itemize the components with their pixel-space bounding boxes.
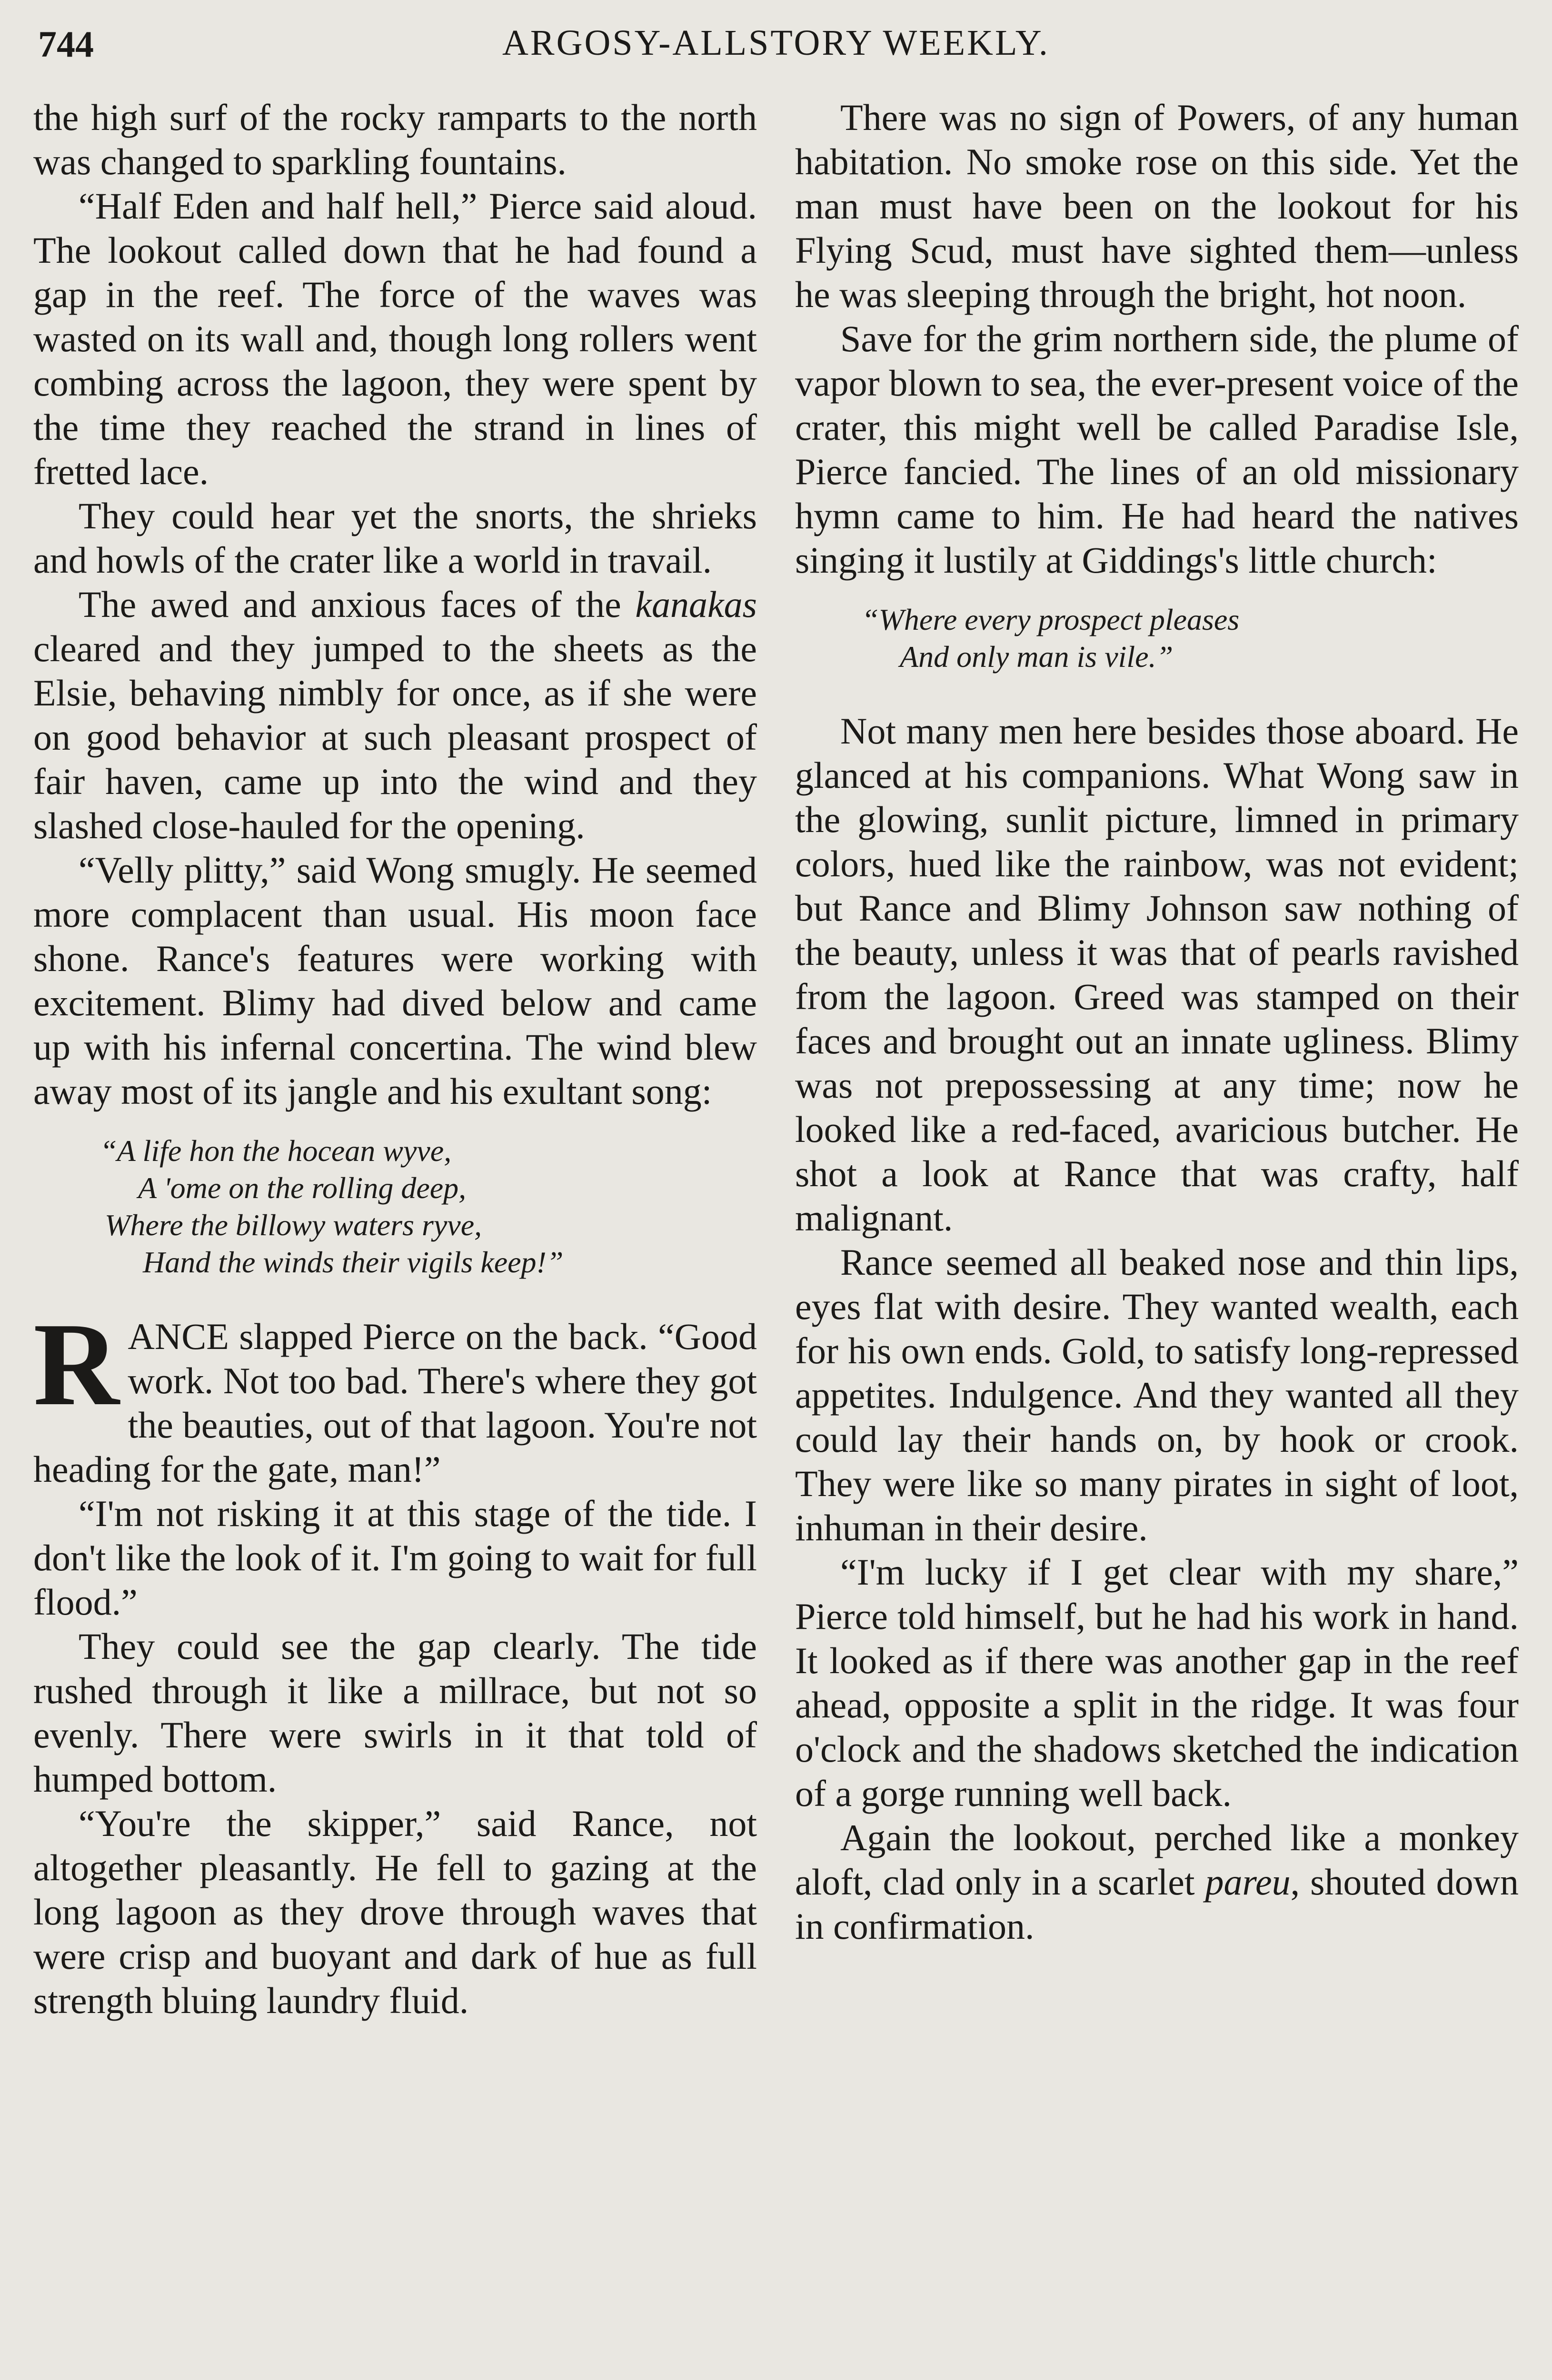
page-header [38,14,1514,71]
italic-word: kanakas [635,584,757,625]
verse-line: A 'ome on the rolling deep, [138,1171,467,1205]
hymn-verse [795,601,1519,675]
left-column [33,95,757,2023]
verse-line: “Where every prospect pleases [862,603,1240,636]
verse-line: “A life hon the hocean wyve, [100,1134,452,1168]
text-run: Again the lookout, perched like a monkey aloft, clad only in a scarlet [795,1817,1519,1903]
paragraph: Rance seemed all beaked nose and thin lips, eyes flat with desire. They wanted wealth, each for his own ends. Gold, to satisfy long-repressed appetites. Indulgence. And they wanted all they could lay their hands on, by hook or crook. They were like so many pirates in sight of loot, inhuman in their desire. [795,1241,1519,1548]
paragraph: Not many men here besides those aboard. He glanced at his companions. What Wong saw in the glowing, sunlit picture, limned in primary colors, hued like the rainbow, was not evident; but Rance and Blimy Johnson saw nothing of the beauty, unless it was that of pearls ravished from the lagoon. Greed was stamped on their faces and brought out an innate ugliness. Blimy was not prepossessing at any time; now he looked like a red-faced, avaricious butcher. He shot a look at Rance that was crafty, half malignant. [795,710,1519,1239]
song-verse [33,1132,757,1281]
paragraph: “I'm not risking it at this stage of the tide. I don't like the look of it. I'm going to wait for full flood.” [33,1493,757,1623]
paragraph [33,582,757,848]
right-column [795,95,1519,1948]
drop-cap: R [33,1299,119,1430]
text-run: ANCE slapped Pierce on the back. “Good work. Not too bad. There's where they got the beauties, out of that lagoon. You're not heading for the gate, man!” [33,1316,757,1490]
paragraph: “Half Eden and half hell,” Pierce said aloud. The lookout called down that he had found a gap in the reef. The force of the waves was wasted on its wall and, though long rollers went combing across the lagoon, they were spent by the time they reached the strand in lines of fretted lace. [33,185,757,492]
italic-word: pareu [1205,1861,1291,1903]
paragraph: They could see the gap clearly. The tide rushed through it like a millrace, but not so evenly. There were swirls in it that told of humped bottom. [33,1626,757,1800]
verse-line: Where the billowy waters ryve, [105,1208,482,1242]
paragraph: the high surf of the rocky ramparts to the north was changed to sparkling fountains. [33,97,757,182]
paragraph: Save for the grim northern side, the plume of vapor blown to sea, the ever-present voice of the crater, this might well be called Paradise Isle, Pierce fancied. The lines of an old missionary hymn came to him. He had heard the natives singing it lustily at Giddings's little church: [795,318,1519,581]
text-run: , shouted down in confirmation. [795,1861,1519,1947]
verse-line: And only man is vile.” [900,640,1174,674]
paragraph [795,1815,1519,1948]
paragraph: There was no sign of Powers, of any human habitation. No smoke rose on this side. Yet the man must have been on the lookout for his Flying Scud, must have sighted them—unless he was sleeping through the bright, hot noon. [795,97,1519,315]
text-run: The awed and anxious faces of the [79,584,636,625]
paragraph: “Velly plitty,” said Wong smugly. He seemed more complacent than usual. His moon face shone. Rance's features were working with excitement. Blimy had dived below and came up with his infernal concertina. The wind blew away most of its jangle and his exultant song: [33,849,757,1112]
paragraph: “I'm lucky if I get clear with my share,” Pierce told himself, but he had his work in hand. It looked as if there was another gap in the reef ahead, opposite a split in the ridge. It was four o'clock and the shadows sketched the indication of a gorge running well back. [795,1551,1519,1814]
paragraph: “You're the skipper,” said Rance, not altogether pleasantly. He fell to gazing at the long lagoon as they drove through waves that were crisp and buoyant and dark of hue as full strength bluing laundry fluid. [33,1803,757,2021]
text-run: cleared and they jumped to the sheets as the Elsie, behaving nimbly for once, as if she were on good behavior at such pleasant prospect of fair haven, came up into the wind and they slashed close-hauled for the opening. [33,628,757,846]
page-number: 744 [38,23,94,65]
verse-line: Hand the winds their vigils keep!” [143,1245,564,1279]
paragraph [33,1299,757,1491]
running-head: ARGOSY-ALLSTORY WEEKLY. [502,22,1050,63]
paragraph: They could hear yet the snorts, the shrieks and howls of the crater like a world in travail. [33,495,757,581]
